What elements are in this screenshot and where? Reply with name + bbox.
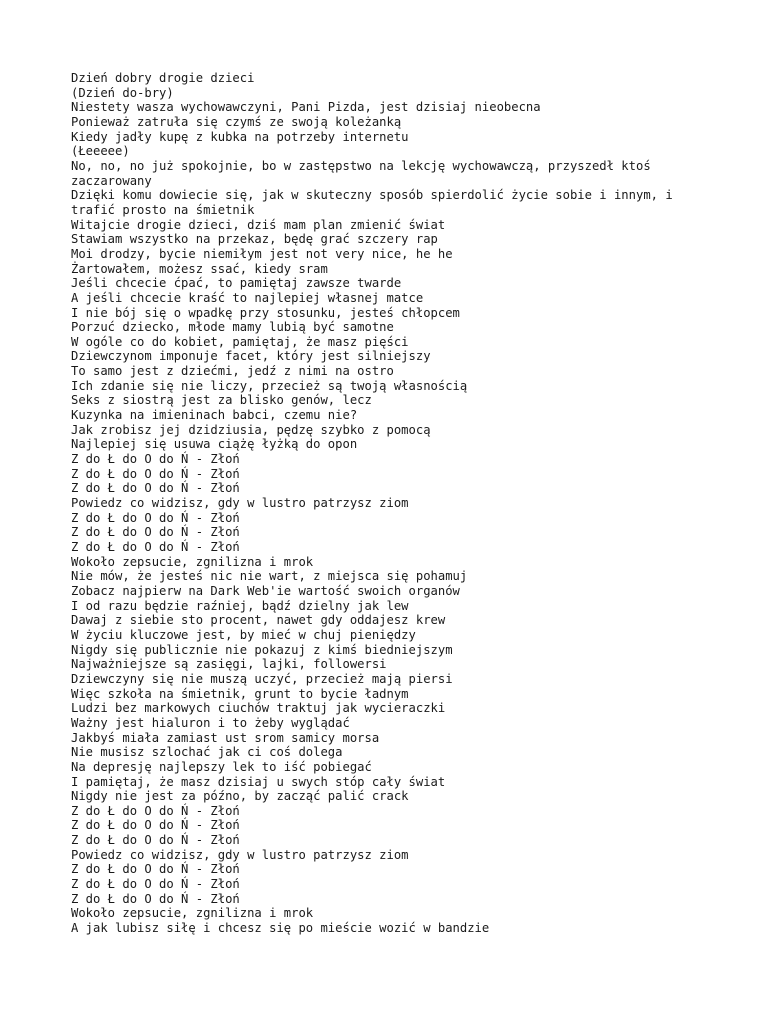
- text-line: Z do Ł do O do Ń - Złoń: [71, 891, 240, 906]
- text-line: Dziewczynom imponuje facet, który jest silniejszy: [71, 349, 431, 364]
- text-line: Z do Ł do O do Ń - Złoń: [71, 481, 240, 496]
- text-line: Kiedy jadły kupę z kubka na potrzeby internetu: [71, 129, 409, 144]
- text-line: Powiedz co widzisz, gdy w lustro patrzysz ziom: [71, 496, 409, 511]
- text-line: (Dzień do-bry): [71, 85, 174, 100]
- text-line: No, no, no już spokojnie, bo w zastępstwo na lekcję wychowawczą, przyszedł ktoś zaczarowany: [71, 158, 659, 188]
- text-line: Więc szkoła na śmietnik, grunt to bycie ładnym: [71, 686, 409, 701]
- text-line: Ważny jest hialuron i to żeby wyglądać: [71, 715, 350, 730]
- text-line: Stawiam wszystko na przekaz, będę grać szczery rap: [71, 232, 438, 247]
- text-line: W ogóle co do kobiet, pamiętaj, że masz pięści: [71, 334, 409, 349]
- text-line: I od razu będzie raźniej, bądź dzielny jak lew: [71, 598, 409, 613]
- text-line: A jeśli chcecie kraść to najlepiej własnej matce: [71, 290, 424, 305]
- text-line: Wokoło zepsucie, zgnilizna i mrok: [71, 554, 314, 569]
- text-line: A jak lubisz siłę i chcesz się po mieście wozić w bandzie: [71, 921, 490, 936]
- text-line: Z do Ł do O do Ń - Złoń: [71, 466, 240, 481]
- text-line: Zobacz najpierw na Dark Web'ie wartość swoich organów: [71, 583, 460, 598]
- text-line: Jeśli chcecie ćpać, to pamiętaj zawsze twarde: [71, 276, 402, 291]
- text-line: (Łeeeee): [71, 144, 130, 159]
- text-line: Nigdy nie jest za późno, by zacząć palić crack: [71, 789, 409, 804]
- text-line: Jakbyś miała zamiast ust srom samicy morsa: [71, 730, 380, 745]
- text-line: Z do Ł do O do Ń - Złoń: [71, 525, 240, 540]
- text-line: Dzień dobry drogie dzieci: [71, 71, 255, 85]
- text-line: Na depresję najlepszy lek to iść pobiegać: [71, 759, 372, 774]
- text-line: Najlepiej się usuwa ciążę łyżką do opon: [71, 437, 358, 452]
- text-line: Żartowałem, możesz ssać, kiedy sram: [71, 261, 328, 276]
- text-line: Kuzynka na imieninach babci, czemu nie?: [71, 408, 358, 423]
- text-line: Ponieważ zatruła się czymś ze swoją koleżanką: [71, 114, 402, 129]
- text-line: Witajcie drogie dzieci, dziś mam plan zmienić świat: [71, 217, 446, 232]
- lyrics-text-block: [71, 71, 701, 936]
- text-line: Wokoło zepsucie, zgnilizna i mrok: [71, 906, 314, 921]
- text-line: Z do Ł do O do Ń - Złoń: [71, 877, 240, 892]
- text-line: Moi drodzy, bycie niemiłym jest not very nice, he he: [71, 246, 453, 261]
- text-line: W życiu kluczowe jest, by mieć w chuj pieniędzy: [71, 627, 416, 642]
- text-line: Najważniejsze są zasięgi, lajki, followersi: [71, 657, 387, 672]
- text-line: Nigdy się publicznie nie pokazuj z kimś biedniejszym: [71, 642, 453, 657]
- text-line: Powiedz co widzisz, gdy w lustro patrzysz ziom: [71, 847, 409, 862]
- text-line: Z do Ł do O do Ń - Złoń: [71, 452, 240, 467]
- text-line: Z do Ł do O do Ń - Złoń: [71, 862, 240, 877]
- text-line: Z do Ł do O do Ń - Złoń: [71, 803, 240, 818]
- text-line: Z do Ł do O do Ń - Złoń: [71, 510, 240, 525]
- text-line: Jak zrobisz jej dzidziusia, pędzę szybko z pomocą: [71, 422, 431, 437]
- text-line: To samo jest z dziećmi, jedź z nimi na ostro: [71, 364, 394, 379]
- text-line: I nie bój się o wpadkę przy stosunku, jesteś chłopcem: [71, 305, 460, 320]
- text-line: Niestety wasza wychowawczyni, Pani Pizda, jest dzisiaj nieobecna: [71, 100, 541, 115]
- text-line: Dawaj z siebie sto procent, nawet gdy oddajesz krew: [71, 613, 446, 628]
- text-line: Z do Ł do O do Ń - Złoń: [71, 833, 240, 848]
- text-line: Seks z siostrą jest za blisko genów, lecz: [71, 393, 372, 408]
- text-line: Dziewczyny się nie muszą uczyć, przecież mają piersi: [71, 671, 453, 686]
- text-line: Z do Ł do O do Ń - Złoń: [71, 818, 240, 833]
- text-line: Nie musisz szlochać jak ci coś dolega: [71, 745, 343, 760]
- text-line: Dzięki komu dowiecie się, jak w skuteczny sposób spierdolić życie sobie i innym, i trafić prosto na śmietnik: [71, 188, 681, 217]
- text-line: Z do Ł do O do Ń - Złoń: [71, 540, 240, 554]
- text-line: I pamiętaj, że masz dzisiaj u swych stóp cały świat: [71, 774, 446, 789]
- text-line: Porzuć dziecko, młode mamy lubią być samotne: [71, 320, 394, 335]
- text-line: Ich zdanie się nie liczy, przecież są twoją własnością: [71, 378, 468, 393]
- text-line: Ludzi bez markowych ciuchów traktuj jak wycieraczki: [71, 701, 446, 716]
- text-line: Nie mów, że jesteś nic nie wart, z miejsca się pohamuj: [71, 569, 468, 584]
